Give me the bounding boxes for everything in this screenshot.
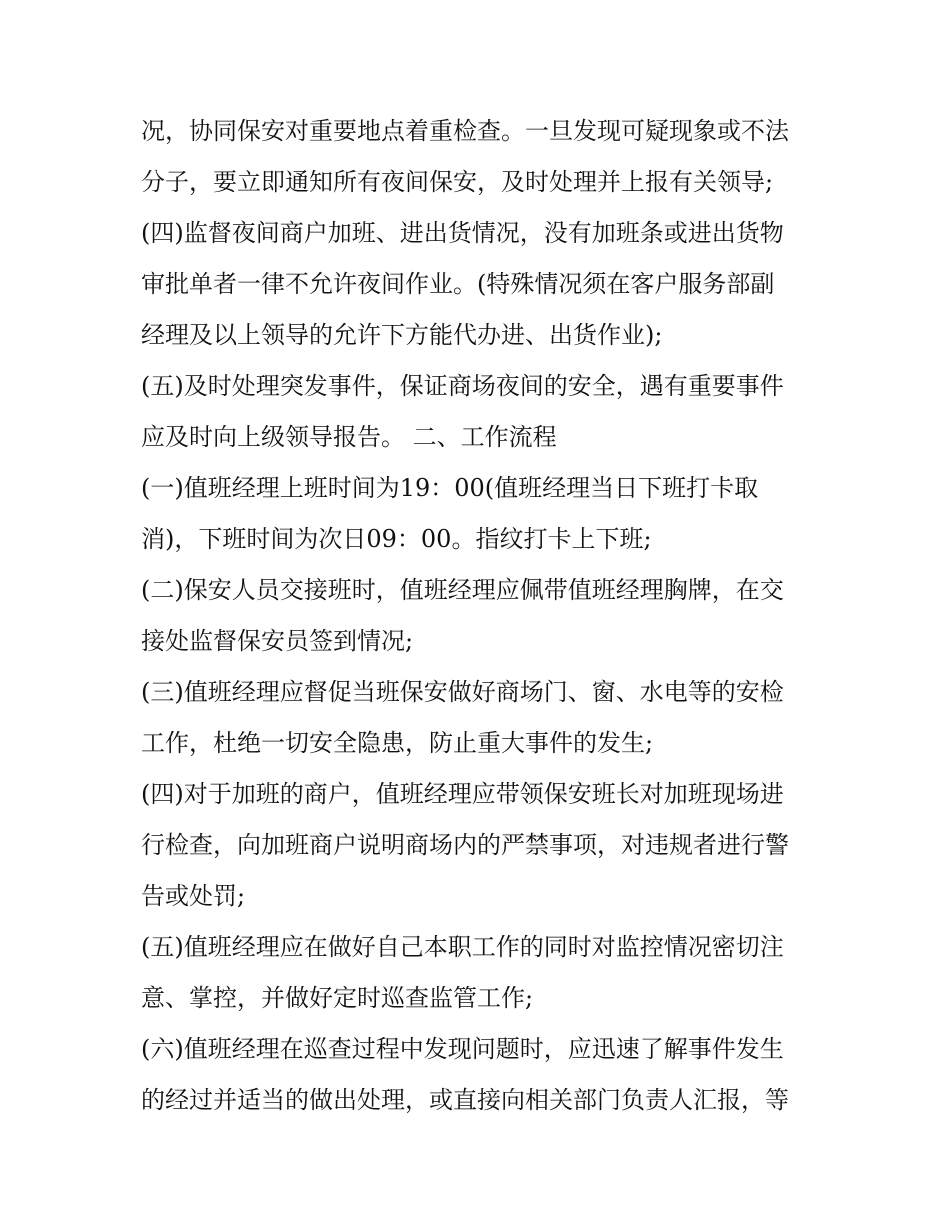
text-line: (四)对于加班的商户，值班经理应带领保安班长对加班现场进: [141, 780, 784, 808]
text-line: (六)值班经理在巡查过程中发现问题时，应迅速了解事件发生: [141, 1035, 784, 1063]
text-line: 意、掌控，并做好定时巡查监管工作;: [141, 984, 534, 1012]
text-line: 接处监督保安员签到情况;: [141, 627, 414, 655]
text-line: (五)值班经理应在做好自己本职工作的同时对监控情况密切注: [141, 933, 784, 961]
text-line: 分子，要立即通知所有夜间保安，及时处理并上报有关领导;: [141, 168, 774, 196]
text-line: 的经过并适当的做出处理，或直接向相关部门负责人汇报，等: [141, 1086, 789, 1114]
text-line: 工作，杜绝一切安全隐患，防止重大事件的发生;: [141, 729, 654, 757]
body-text: [141, 106, 821, 1126]
text-line: 况，协同保安对重要地点着重检查。一旦发现可疑现象或不法: [141, 117, 789, 145]
text-line: 经理及以上领导的允许下方能代办进、出货作业);: [141, 321, 663, 349]
text-line: (二)保安人员交接班时，值班经理应佩带值班经理胸牌，在交: [141, 576, 784, 604]
text-line: (三)值班经理应督促当班保安做好商场门、窗、水电等的安检: [141, 678, 784, 706]
text-line: (四)监督夜间商户加班、进出货情况，没有加班条或进出货物: [141, 219, 784, 247]
text-line: 审批单者一律不允许夜间作业。(特殊情况须在客户服务部副: [141, 270, 775, 298]
text-line: (一)值班经理上班时间为19：00(值班经理当日下班打卡取: [141, 474, 759, 502]
text-line: 告或处罚;: [141, 882, 246, 910]
text-line: (五)及时处理突发事件，保证商场夜间的安全，遇有重要事件: [141, 372, 784, 400]
text-line: 应及时向上级领导报告。 二、工作流程: [141, 423, 557, 451]
text-line: 消)，下班时间为次日09：00。指纹打卡上下班;: [141, 525, 652, 553]
text-line: 行检查，向加班商户说明商场内的严禁事项，对违规者进行警: [141, 831, 789, 859]
